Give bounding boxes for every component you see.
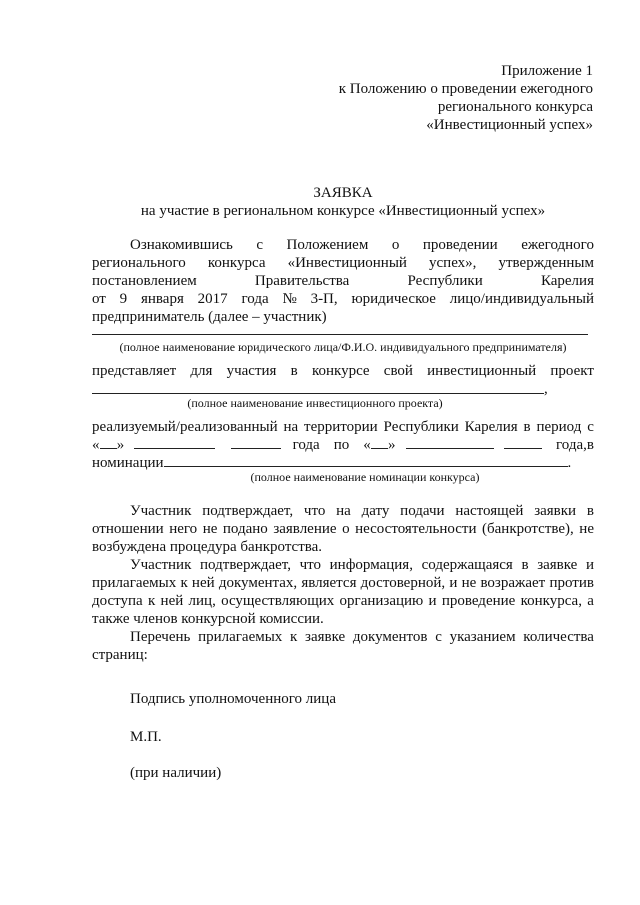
word: регионального — [92, 255, 186, 271]
intro-line-2 — [92, 254, 594, 272]
para2-line-1 — [130, 556, 594, 574]
word: 2017 — [197, 291, 228, 307]
word: года — [241, 291, 269, 307]
intro-line-5: предприниматель (далее – участник) — [92, 309, 327, 325]
word: ней — [160, 593, 184, 609]
word: количества — [523, 629, 594, 645]
word: и — [585, 557, 594, 573]
word: доступа — [92, 593, 143, 609]
word: не — [579, 521, 594, 537]
date-to-year-field[interactable] — [504, 436, 542, 449]
project-comma: , — [544, 381, 548, 397]
word: о — [391, 237, 400, 253]
intro-line-3 — [92, 272, 594, 290]
word: 3-П, — [310, 291, 338, 307]
word: утвержденным — [498, 255, 594, 271]
word: документов — [352, 629, 428, 645]
word: 9 — [119, 291, 128, 307]
word: от — [92, 291, 106, 307]
word: с — [435, 629, 442, 645]
word: и — [449, 575, 458, 591]
word: содержащаяся — [421, 557, 513, 573]
word: Ознакомившись — [130, 237, 233, 253]
word: ежегодного — [521, 237, 594, 253]
intro-line-4 — [92, 290, 594, 308]
word: информация, — [329, 557, 413, 573]
date-from-day-field[interactable] — [100, 436, 117, 449]
word: Правительства — [254, 273, 350, 289]
word: конкурса — [207, 255, 266, 271]
word: возражает — [480, 575, 546, 591]
word: «Инвестиционный — [287, 255, 407, 271]
date-to-open-quote: « — [363, 437, 371, 453]
date-from-year-field[interactable] — [231, 436, 281, 449]
word: (банкротстве), — [482, 521, 574, 537]
nomination-period: . — [567, 455, 572, 471]
year-word-1: года — [292, 437, 320, 453]
word: на — [336, 503, 351, 519]
para1-line-3: возбуждена процедура банкротства. — [92, 539, 323, 555]
year-word-2: года, — [556, 437, 587, 453]
word: против — [549, 575, 594, 591]
word: Республики — [383, 419, 459, 435]
word: конкурсе — [311, 363, 370, 379]
word: подачи — [400, 503, 445, 519]
word: в — [523, 419, 531, 435]
in-word: в — [586, 437, 594, 453]
word: лиц, — [188, 593, 216, 609]
word: заявки — [534, 503, 577, 519]
appendix-line-2: к Положению о проведении ежегодного — [338, 81, 593, 97]
word: успех», — [429, 255, 477, 271]
word: дату — [361, 503, 390, 519]
date-to-close-quote: » — [388, 437, 396, 453]
word: подтверждает, — [200, 557, 291, 573]
word: период — [536, 419, 582, 435]
word: подтверждает, — [202, 503, 294, 519]
word: в — [290, 363, 298, 379]
seal-label: М.П. — [130, 729, 162, 745]
represents-line — [92, 362, 594, 380]
appendix-line-1: Приложение 1 — [501, 63, 593, 79]
date-from-open-quote: « — [92, 437, 100, 453]
word: территории — [304, 419, 378, 435]
document-title: ЗАЯВКА — [313, 185, 373, 201]
word: Карелия — [464, 419, 518, 435]
word: несостоятельности — [355, 521, 477, 537]
para1-line-2 — [92, 520, 594, 538]
word: проведении — [422, 237, 498, 253]
word: него — [169, 521, 198, 537]
appendix-line-4: «Инвестиционный успех» — [426, 117, 593, 133]
word: Карелия — [540, 273, 594, 289]
word: участия — [226, 363, 277, 379]
word: Республики — [407, 273, 483, 289]
word: не — [461, 575, 477, 591]
word: организацию — [339, 593, 424, 609]
word: к — [147, 593, 156, 609]
word: заявке — [305, 629, 346, 645]
date-to-month-field[interactable] — [406, 436, 494, 449]
date-from-month-field[interactable] — [134, 436, 215, 449]
document-subtitle: на участие в региональном конкурсе «Инвестиционный успех» — [140, 203, 546, 219]
signature-label: Подпись уполномоченного лица — [130, 691, 336, 707]
word: и — [428, 593, 437, 609]
word: настоящей — [455, 503, 524, 519]
project-name-line — [92, 393, 544, 394]
project-name-caption: (полное наименование инвестиционного проекта) — [187, 396, 443, 410]
word: постановлением — [92, 273, 197, 289]
participant-name-caption: (полное наименование юридического лица/Ф.И.О. индивидуального предпринимателя) — [119, 340, 567, 354]
word: а — [587, 593, 594, 609]
word: свой — [383, 363, 413, 379]
word: к — [180, 575, 188, 591]
word: заявке — [537, 557, 578, 573]
word: к — [290, 629, 298, 645]
word: документах, — [218, 575, 298, 591]
word: лицо/индивидуальный — [449, 291, 594, 307]
word: в — [586, 503, 594, 519]
word: № — [282, 291, 297, 307]
word: января — [140, 291, 184, 307]
word: не — [202, 521, 218, 537]
realized-line-1 — [92, 418, 594, 436]
date-to-day-field[interactable] — [371, 436, 388, 449]
word: для — [190, 363, 213, 379]
word: что — [303, 503, 326, 519]
para2-line-2 — [92, 574, 594, 592]
word: подано — [222, 521, 268, 537]
word: представляет — [92, 363, 177, 379]
word: на — [283, 419, 299, 435]
word: о — [342, 521, 350, 537]
realized-line-2 — [92, 436, 594, 454]
word: ней — [191, 575, 215, 591]
word: в — [521, 557, 529, 573]
word: конкурса, — [520, 593, 582, 609]
word: проект — [550, 363, 594, 379]
nomination-field[interactable] — [164, 454, 568, 467]
word: осуществляющих — [221, 593, 335, 609]
word: Положением — [286, 237, 369, 253]
para2-line-4: также членов конкурсной комиссии. — [92, 611, 324, 627]
word: отношении — [92, 521, 164, 537]
date-from-close-quote: » — [116, 437, 125, 453]
word: проведение — [441, 593, 516, 609]
para3-line-1 — [130, 628, 594, 646]
word: Участник — [130, 503, 192, 519]
by-word: по — [333, 437, 350, 453]
word: Перечень — [130, 629, 191, 645]
word: Участник — [130, 557, 192, 573]
nomination-caption: (полное наименование номинации конкурса) — [250, 470, 480, 484]
word: прилагаемых — [198, 629, 283, 645]
word: юридическое — [351, 291, 436, 307]
word: достоверной, — [360, 575, 446, 591]
appendix-line-3: регионального конкурса — [437, 99, 593, 115]
word: реализуемый/реализованный — [92, 419, 278, 435]
participant-name-line — [92, 334, 588, 335]
word: заявление — [273, 521, 337, 537]
word: прилагаемых — [92, 575, 177, 591]
if-any-label: (при наличии) — [130, 765, 222, 781]
intro-line-1 — [130, 236, 594, 254]
word: указанием — [449, 629, 516, 645]
para3-line-2: страниц: — [92, 647, 148, 663]
word: инвестиционный — [427, 363, 537, 379]
nomination-word: номинации — [92, 455, 164, 471]
para1-line-1 — [130, 502, 594, 520]
para2-line-3 — [92, 592, 594, 610]
word: с — [256, 237, 264, 253]
word: что — [299, 557, 322, 573]
word: является — [301, 575, 357, 591]
word: с — [587, 419, 594, 435]
